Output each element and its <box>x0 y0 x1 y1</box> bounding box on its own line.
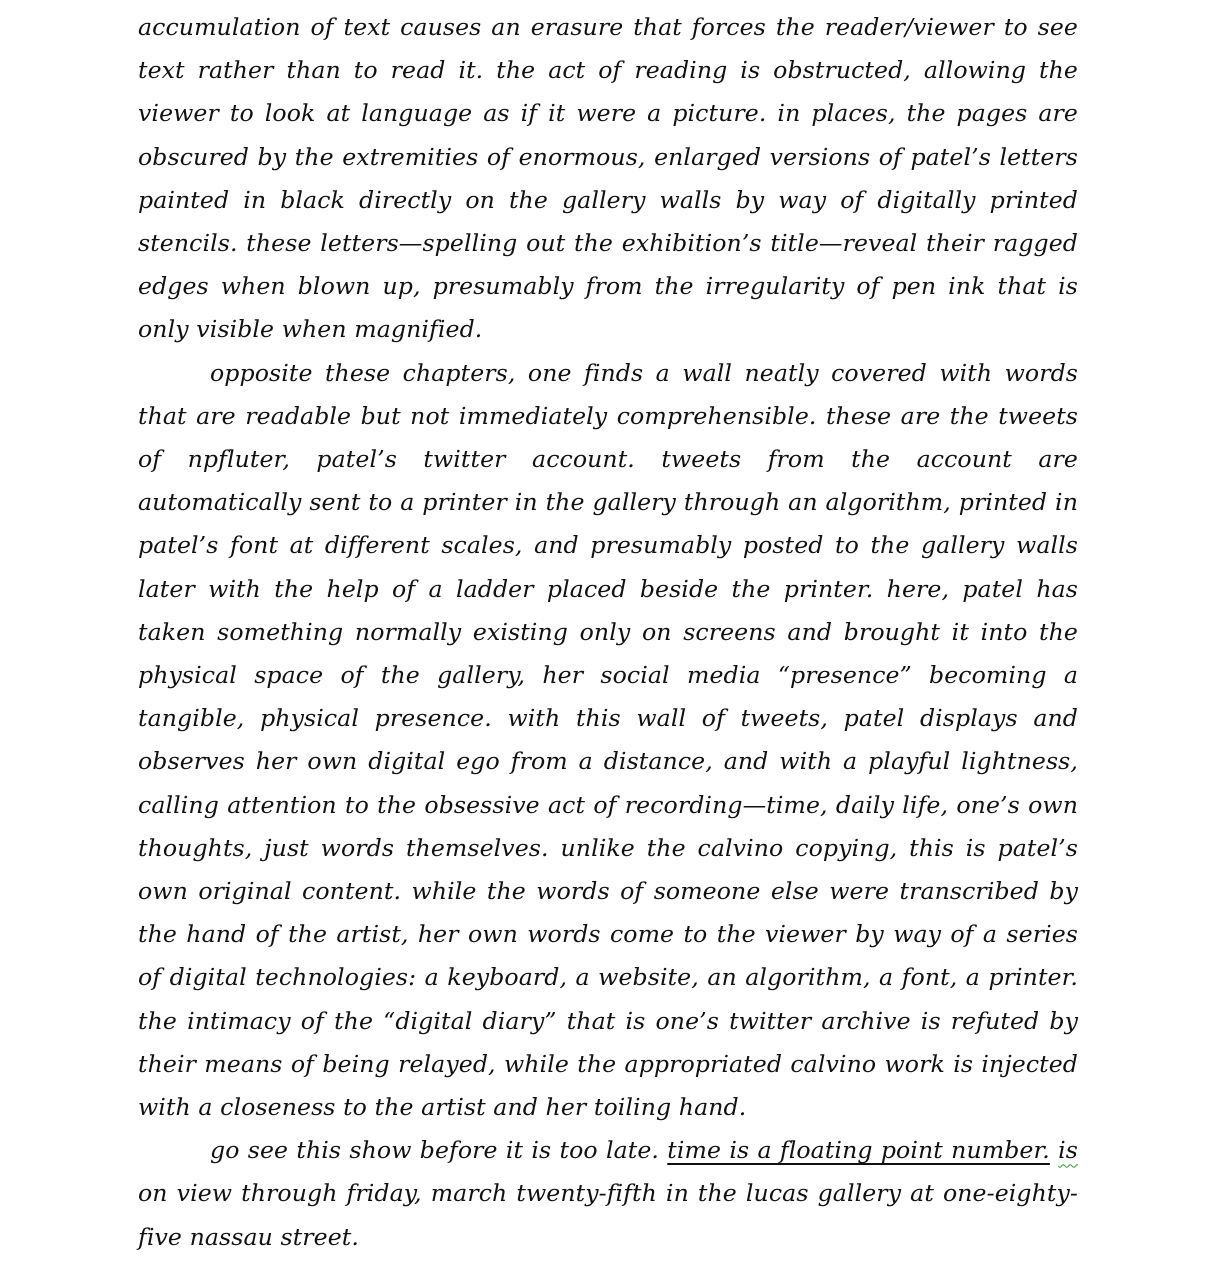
spellcheck-flagged-word[interactable]: is <box>1058 1136 1078 1165</box>
paragraph-erasure: accumulation of text causes an erasure that forces the reader/viewer to see text rather than to read it. the act of reading is obstructed, allowing the viewer to look at language as if it were a picture. in places, the pages are obscured by the extremities of enormous, enlarged versions of patel’s letters painted in black directly on the gallery walls by way of digitally printed stencils. these letters—spelling out the exhibition’s title—reveal their ragged edges when blown up, presumably from the irregularity of pen ink that is only visible when magnified. <box>138 13 1078 344</box>
paragraph-closing <box>138 1129 1078 1259</box>
document-page <box>138 6 1078 1259</box>
exhibition-title: time is a floating point number. <box>667 1136 1050 1165</box>
closing-trail-text: on view through friday, march twenty-fifth in the lucas gallery at one-eighty-five nassau street. <box>138 1179 1078 1251</box>
closing-lead-text: go see this show before it is too late. <box>210 1136 668 1165</box>
paragraph-tweets-wall: opposite these chapters, one finds a wall neatly covered with words that are readable but not immediately comprehensible. these are the tweets of npfluter, patel’s twitter account. tweets from the account are automatically sent to a printer in the gallery through an algorithm, printed in patel’s font at different scales, and presumably posted to the gallery walls later with the help of a ladder placed beside the printer. here, patel has taken something normally existing only on screens and brought it into the physical space of the gallery, her social media “presence” becoming a tangible, physical presence. with this wall of tweets, patel displays and observes her own digital ego from a distance, and with a playful lightness, calling attention to the obsessive act of recording—time, daily life, one’s own thoughts, just words themselves. unlike the calvino copying, this is patel’s own original content. while the words of someone else were transcribed by the hand of the artist, her own words come to the viewer by way of a series of digital technologies: a keyboard, a website, an algorithm, a font, a printer. the intimacy of the “digital diary” that is one’s twitter archive is refuted by their means of being relayed, while the appropriated calvino work is injected with a closeness to the artist and her toiling hand. <box>138 358 1078 1122</box>
